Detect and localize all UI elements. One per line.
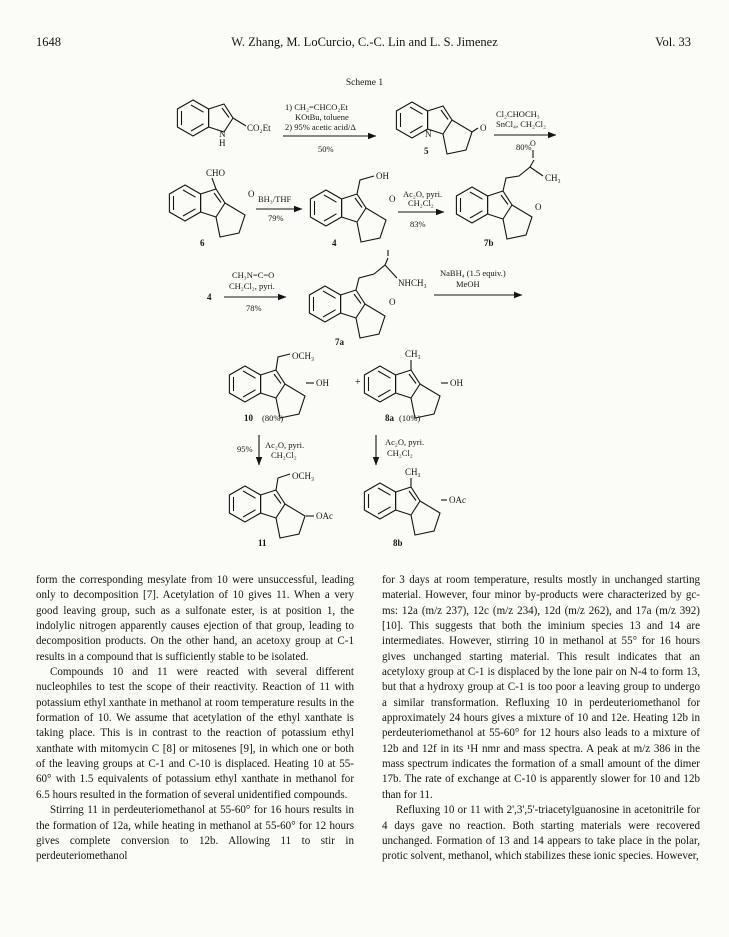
left-column (36, 573, 354, 865)
svg-text:BH₃/THF: BH₃/THF (258, 194, 292, 204)
svg-text:OH: OH (316, 378, 329, 388)
svg-text:95%: 95% (237, 444, 253, 454)
svg-text:(10%): (10%) (399, 413, 421, 423)
svg-text:(80%): (80%) (262, 413, 284, 423)
svg-text:Ac₂O, pyri.: Ac₂O, pyri. (265, 440, 305, 450)
svg-text:OCH₃: OCH₃ (292, 351, 315, 361)
svg-text:83%: 83% (410, 219, 426, 229)
svg-text:CH₂Cl₂: CH₂Cl₂ (271, 450, 297, 460)
svg-text:KOtBu, toluene: KOtBu, toluene (295, 112, 349, 122)
svg-text:O: O (535, 202, 542, 212)
compound-6 (169, 168, 255, 248)
reaction-arrow-1 (283, 102, 376, 154)
reaction-arrow-3 (256, 194, 302, 223)
svg-text:OCH₃: OCH₃ (292, 471, 315, 481)
svg-text:6: 6 (200, 238, 205, 248)
svg-text:OH: OH (376, 171, 389, 181)
svg-text:N: N (219, 129, 226, 139)
running-header-authors: W. Zhang, M. LoCurcio, C.-C. Lin and L. S. Jimenez (231, 35, 498, 49)
right-column (382, 573, 700, 865)
reaction-arrow-2 (494, 109, 556, 152)
reaction-arrow-6 (434, 268, 522, 295)
svg-text:Ac₂O, pyri.: Ac₂O, pyri. (385, 437, 425, 447)
svg-text:CH₂Cl₂: CH₂Cl₂ (387, 448, 413, 458)
svg-text:MeOH: MeOH (456, 279, 480, 289)
svg-text:OAc: OAc (316, 511, 333, 521)
svg-text:7a: 7a (335, 337, 344, 347)
svg-text:CH₃: CH₃ (405, 349, 421, 359)
compound-8a (364, 349, 463, 423)
reaction-arrow-7 (237, 435, 304, 465)
svg-text:CH₃: CH₃ (405, 467, 421, 477)
svg-text:O: O (248, 189, 255, 199)
svg-text:Cl₂CHOCH₃: Cl₂CHOCH₃ (496, 109, 540, 119)
svg-text:80%: 80% (516, 142, 532, 152)
svg-text:SnCl₄, CH₂Cl₂: SnCl₄, CH₂Cl₂ (496, 119, 546, 129)
compound-8b (364, 467, 466, 548)
plus-sign: + (355, 377, 361, 388)
svg-text:CH₂Cl₂, pyri.: CH₂Cl₂, pyri. (229, 281, 275, 291)
svg-text:OAc: OAc (449, 495, 466, 505)
svg-text:CH₃N=C=O: CH₃N=C=O (232, 270, 275, 280)
compound-10 (229, 351, 329, 423)
reaction-arrow-4 (398, 189, 444, 229)
svg-text:8a: 8a (385, 413, 394, 423)
svg-text:O: O (389, 297, 396, 307)
compound-7b (456, 139, 560, 248)
svg-text:N: N (425, 129, 432, 139)
svg-text:4: 4 (332, 238, 337, 248)
svg-text:7b: 7b (484, 238, 494, 248)
ester-label: CO₂Et (247, 123, 271, 133)
reaction-arrow-8 (376, 435, 424, 465)
svg-text:O: O (389, 194, 396, 204)
svg-text:2) 95% acetic acid/Δ: 2) 95% acetic acid/Δ (285, 122, 356, 132)
compound-indole-ester (177, 100, 271, 148)
svg-text:Ac₂O, pyri.: Ac₂O, pyri. (403, 189, 443, 199)
svg-text:CHO: CHO (206, 168, 226, 178)
paragraph: Refluxing 10 or 11 with 2',3',5'-triacetylguanosine in acetonitrile for 4 days gave no reaction. Both starting materials were recovered unchanged. Formation of 13 and 14 appears to take place in the polar, protic solvent, methanol, which stabilizes these ionic species. However, (382, 804, 700, 863)
compound-4-label: 4 (207, 292, 212, 302)
svg-text:O: O (530, 139, 536, 148)
compound-7a (309, 250, 426, 347)
compound-4 (310, 171, 396, 248)
svg-text:5: 5 (424, 146, 429, 156)
paragraph: Compounds 10 and 11 were reacted with several different nucleophiles to test the scope of their reactivity. Reaction of 11 with potassium ethyl xanthate in methanol at room temperature results in the formation of 10. We assume that acetylation of the ethyl xanthate is taking place. This is in contrast to the reaction of potassium ethyl xanthate with mitomycin C [8] or mitosenes [9], in which one or both of the leaving groups at C-1 and C-10 is displaced. Heating 10 at 55-60° with 1.5 equivalents of potassium ethyl xanthate in methanol for 6.5 hours resulted in the formation of several unidentified compounds. (36, 666, 354, 801)
svg-text:50%: 50% (318, 144, 334, 154)
svg-text:CH₂Cl₂: CH₂Cl₂ (408, 198, 434, 208)
svg-text:8b: 8b (393, 538, 403, 548)
svg-text:11: 11 (258, 538, 267, 548)
volume-label: Vol. 33 (655, 35, 691, 49)
svg-text:1) CH₂=CHCO₂Et: 1) CH₂=CHCO₂Et (285, 102, 348, 112)
scheme-title: Scheme 1 (345, 78, 384, 88)
compound-5 (396, 102, 487, 156)
svg-text:OH: OH (450, 378, 463, 388)
svg-text:NaBH₄ (1.5 equiv.): NaBH₄ (1.5 equiv.) (440, 268, 506, 278)
reaction-scheme (0, 90, 729, 560)
svg-text:78%: 78% (246, 303, 262, 313)
paragraph: form the corresponding mesylate from 10 were unsuccessful, leading only to decomposition [7]. Acetylation of 10 gives 11. When a very good leaving group, such as a sulfonate ester, is at position 1, the indolylic nitrogen apparently causes ejection of that group, leading to decomposition products. On the other hand, an acetoxy group at C-1 results in a compound that is sufficiently stable to be isolated. (36, 574, 354, 663)
reaction-arrow-5 (224, 270, 286, 313)
svg-text:10: 10 (244, 413, 253, 423)
svg-text:H: H (219, 138, 226, 148)
svg-text:O: O (480, 123, 487, 133)
svg-text:NHCH₃: NHCH₃ (398, 278, 427, 288)
page-number: 1648 (36, 35, 61, 49)
paragraph: for 3 days at room temperature, results mostly in unchanged starting material. However, four minor by-products were characterized by gc-ms: 12a (m/z 237), 12c (m/z 234), 12d (m/z 262), and 17a (m/z 392) [10]. This suggests that both the iminium species 13 and 14 are intermediates. However, stirring 10 in methanol at 55° for 16 hours gives unchanged starting material. This result indicates that an acetyloxy group at C-1 is displaced by the lone pair on N-4 to form 13, but that a hydroxy group at C-1 is too poor a leaving group to undergo a similar transformation. Refluxing 10 in perdeuteriomethanol for approximately 24 hours gives a mixture of 10 and 12e. Heating 12b in perdeuteriomethanol at 55-60° for 12 hours also leads to a mixture of 12b and 12f in its ¹H nmr and mass spectra. A peak at m/z 386 in the mass spectrum indicates the formation of a small amount of the dimer 17b. The rate of exchange at C-10 is apparently slower for 10 and 12b than for 11. (382, 574, 700, 801)
paragraph: Stirring 11 in perdeuteriomethanol at 55-60° for 16 hours results in the formation of 12a, while heating in methanol at 55-60° for 12 hours gives complete conversion to 12b. Allowing 11 to stir in perdeuteriomethanol (36, 804, 354, 863)
compound-11 (229, 471, 333, 548)
svg-text:79%: 79% (268, 213, 284, 223)
svg-text:CH₃: CH₃ (545, 173, 561, 183)
